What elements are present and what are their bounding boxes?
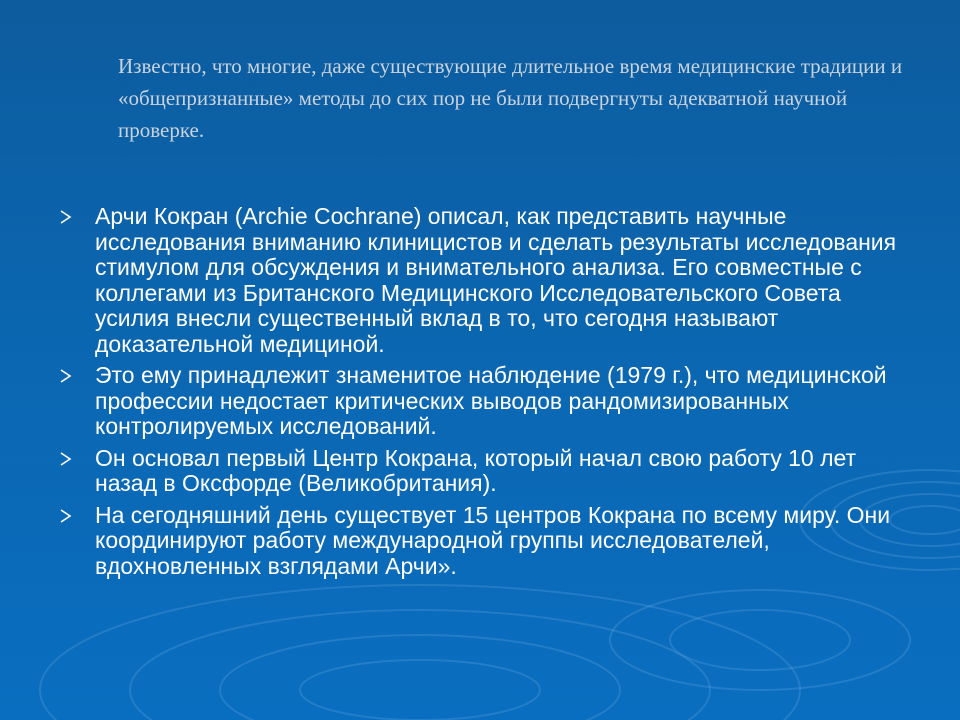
bullet-text: Арчи Кокран (Archie Cochrane) описал, как представить научные исследования вниманию клиницистов и сделать результаты исследования стимулом для обсуждения и внимательного анализа. Его совместные с коллегами из Британского Медицинского Исследовательского Совета усилия внесли существенный вклад в то, что сегодня называют доказательной медициной. [95,203,897,357]
bullet-list [60,204,920,585]
list-item [60,204,920,357]
bullet-text: Он основал первый Центр Кокрана, который начал свою работу 10 лет назад в Оксфорде (Великобритания). [95,444,857,496]
list-item [60,363,920,440]
bullet-text: Это ему принадлежит знаменитое наблюдение (1979 г.), что медицинской профессии недостает критических выводов рандомизированных контролируемых исследований. [95,362,887,439]
chevron-right-icon [60,446,76,472]
chevron-right-icon [60,503,76,529]
chevron-right-icon [60,363,76,389]
list-item [60,503,920,580]
intro-paragraph: Известно, что многие, даже существующие длительное время медицинские традиции и «общепризнанные» методы до сих пор не были подвергнуты адекватной научной проверке. [118,54,903,142]
chevron-right-icon [60,204,76,230]
bullet-text: На сегодняшний день существует 15 центров Кокрана по всему миру. Они координируют работу международной группы исследователей, вдохновленных взглядами Арчи». [95,501,891,579]
list-item [60,446,920,497]
